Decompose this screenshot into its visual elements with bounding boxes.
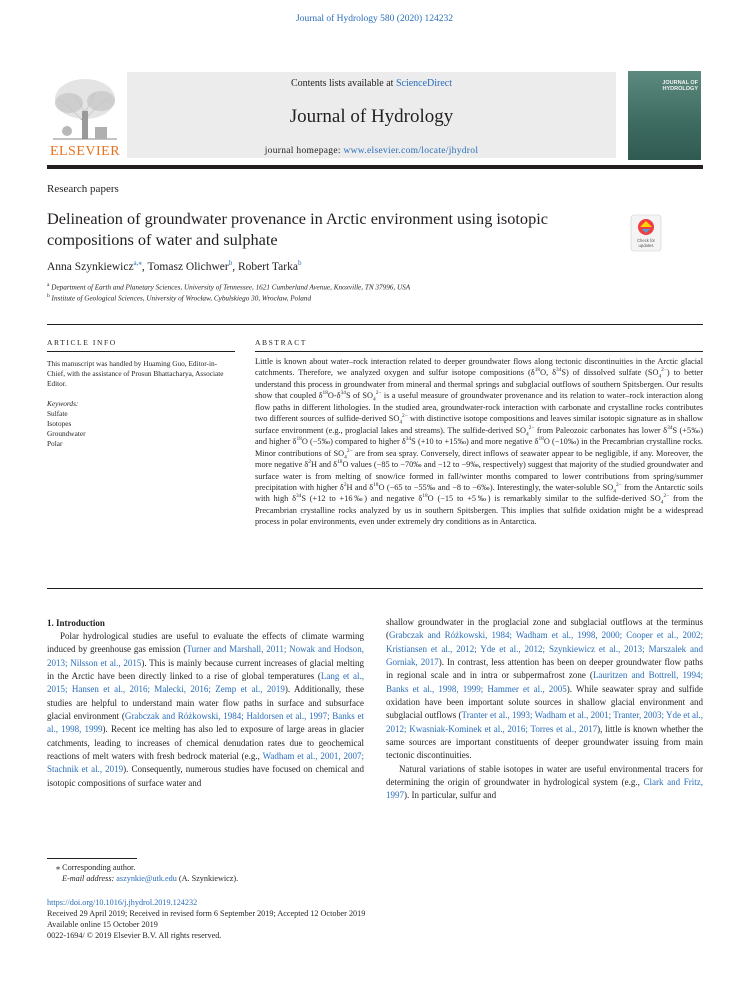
author-affil-mark[interactable]: b <box>228 259 233 267</box>
available-online-date: Available online 15 October 2019 <box>47 920 158 929</box>
elsevier-wordmark: ELSEVIER <box>49 144 121 159</box>
homepage-link[interactable]: www.elsevier.com/locate/jhydrol <box>343 146 479 156</box>
article-info-heading: ARTICLE INFO <box>47 338 117 347</box>
affiliation <box>47 293 311 302</box>
footnote-divider <box>47 858 137 859</box>
author-affil-mark[interactable]: b <box>297 259 302 267</box>
citation-link[interactable]: Grabczak and Różkowski, 1984; Haldorsen et al., 1997; Banks et al., 1998, 1999 <box>47 711 364 735</box>
keyword: Groundwater <box>47 429 86 438</box>
journal-cover-thumbnail[interactable] <box>628 71 701 160</box>
keyword: Sulfate <box>47 409 68 418</box>
email-note: E-mail address: aszynkie@utk.edu (A. Szynkiewicz). <box>62 874 239 883</box>
keywords-label: Keywords: <box>47 399 79 408</box>
section-heading-introduction: 1. Introduction <box>47 618 105 628</box>
divider <box>255 351 703 352</box>
copyright-line: 0022-1694/ © 2019 Elsevier B.V. All rights reserved. <box>47 931 222 940</box>
cover-title: JOURNAL OF HYDROLOGY <box>662 80 698 92</box>
crossmark-check-for-updates-icon[interactable] <box>626 213 666 253</box>
citation-link[interactable]: Tranter et al., 1993; Wadham et al., 2001; Tranter, 2003; Yde et al., 2012; Kwasniak-Kominek et al., 2016; Torres et al., 2017 <box>386 710 703 734</box>
author-list: Anna Szynkiewicz$^{a,⁎}$, Tomasz Olichwer$^b$, Robert Tarka$^b$ <box>47 259 302 273</box>
svg-text:Check for: Check for <box>637 238 655 243</box>
paragraph: Natural variations of stable isotopes in water are useful environmental tracers for determining the origin of groundwater in hydrological system (e.g., Clark and Fritz, 1997). In particular, sulfur and <box>386 763 703 801</box>
author-affil-mark[interactable]: a,⁎ <box>133 259 142 267</box>
affiliation-mark: a <box>47 282 50 288</box>
journal-homepage-line <box>127 146 616 156</box>
homepage-prefix: journal homepage: <box>264 146 344 156</box>
paragraph: shallow groundwater in the proglacial zone and subglacial outflows at the terminus (Grabczak and Różkowski, 1984; Wadham et al., 1998, 2000; Cooper et al., 2002; Kristiansen et al., 2012; Yde et al., 2012; Szynkiewicz et al., 2013; Marszalek and Gorniak, 2017). In contrast, less attention has been on deeper groundwater flow paths in regional scale and in intra or subpermafrost zone (Lauritzen and Bottrell, 1994; Banks et al., 1998, 1999; Hammer et al., 2005). While seawater spray and sulfide oxidation have been important solute sources in shallow glacial environment and subglacial outflows (Tranter et al., 1993; Wadham et al., 2001; Tranter, 2003; Yde et al., 2012; Kwasniak-Kominek et al., 2016; Torres et al., 2017), little is known whether the same sources are important constituents of deeper groundwater issuing from main tectonic discontinuities. <box>386 617 704 761</box>
citation-link[interactable]: Grabczak and Różkowski, 1984; Wadham et al., 1998, 2000; Cooper et al., 2002; Kristiansen et al., 2012; Yde et al., 2012; Szynkiewicz et al., 2013; Marszalek and Gorniak, 2017 <box>386 630 703 668</box>
author-name[interactable]: Robert Tarka <box>237 260 298 273</box>
affiliation-text: Institute of Geological Sciences, University of Wrocław, Cybulskiego 30, Wrocław, Poland <box>51 294 312 303</box>
journal-citation-link[interactable]: Journal of Hydrology 580 (2020) 124232 <box>296 14 453 24</box>
article-section-type: Research papers <box>47 183 119 195</box>
citation-link[interactable]: Lang et al., 2015; Hansen et al., 2016; Malecki, 2016; Zemp et al., 2019 <box>47 671 365 695</box>
intro-right-column <box>386 616 703 803</box>
svg-text:updates: updates <box>638 243 654 248</box>
sciencedirect-link[interactable]: ScienceDirect <box>395 78 453 89</box>
affiliation-mark: b <box>47 293 50 299</box>
affiliation <box>47 282 410 291</box>
contents-available-line <box>127 78 616 89</box>
handling-editor-note: This manuscript was handled by Huaming Guo, Editor-in-Chief, with the assistance of Prosun Bhattacharya, Associate Editor. <box>47 359 224 388</box>
paper-title: Delineation of groundwater provenance in Arctic environment using isotopic compositions of water and sulphate <box>47 209 548 249</box>
abstract-body: Little is known about water–rock interaction related to deeper groundwater flows along tectonic discontinuities in the Arctic glacial catchments. Therefore, we analyzed oxygen and sulfur isotope compositions ($\delta^{18}O$, $\delta^{34}S$) of dissolved sulfate $(SO_4^{2-})$ to better understand this process in groundwater from mineral and thermal springs and subglacial outflows of southern Spitsbergen. Our results show that coupled $\delta^{18}O-\delta^{34}S$ of $SO_4^{2-}$ is a useful measure of groundwater provenance and its relation to water–rock interaction along flow paths in different lithologies. In the studied area, groundwater-rock interaction with carbonate and crystalline rocks contributes two different sources of sulfide-derived $SO_4^{2-}$ with distinctive isotope compositions and leaves similar isotopic signature as in shallow surface environment (e.g., proglacial lakes and streams). The sulfide-derived $SO_4^{2-}$ from Paleozoic carbonates has lower $\delta^{34}S$ (+5‰) and higher $\delta^{18}O$ (−5‰) compared to higher $\delta^{34}S$ (+10 to +15‰) and more negative $\delta^{18}O$ (−10‰) in the Precambrian crystalline rocks. Minor contributions of $SO_4^{2-}$ are from sea spray. Conversely, direct inflows of seawater appear to be negligible, if any. Moreover, the more negative $\delta^2H$ and $\delta^{18}O$ values (−85 to −70‰ and −12 to −9‰, respectively) suggest that majority of the studied groundwater and surface water is from melting of snow/ice formed in fall/winter months compared to lower contributions from spring/summer precipitation with higher $\delta^2H$ and $\delta^{18}O$ (−65 to −55‰ and −8 to −6‰). Interestingly, the water-soluble $SO_4^{2-}$ from the Antarctic soils with high $\delta^{34}S$ (+12 to +16‰) and negative $\delta^{18}O$ (−15 to +5‰) is remarkably similar to the sulfide-derived $SO_4^{2-}$ from the Precambrian crystalline rocks analyzed by us in southern Spitsbergen. This implies that sulfide oxidation might be a widespread process in polar environments, even under extremely dry conditions as in Antarctica. <box>255 357 704 527</box>
citation-link[interactable]: Turner and Marshall, 2011; Nowak and Hodson, 2013; Nilsson et al., 2015 <box>47 644 364 668</box>
email-link[interactable]: aszynkie@utk.edu <box>116 874 177 883</box>
citation-link[interactable]: Wadham et al., 2001, 2007; Stachnik et al., 2019 <box>47 751 364 775</box>
affiliation-text: Department of Earth and Planetary Sciences, University of Tennessee, 1621 Cumberland Avenue, Knoxville, TN 37996, USA <box>51 283 411 292</box>
divider <box>47 351 235 352</box>
author-name[interactable]: Tomasz Olichwer <box>147 260 229 273</box>
contents-prefix: Contents lists available at <box>290 78 396 89</box>
citation-link[interactable]: Clark and Fritz, 1997 <box>386 777 703 801</box>
received-dates: Received 29 April 2019; Received in revised form 6 September 2019; Accepted 12 October 2019 <box>47 909 366 918</box>
paragraph: Polar hydrological studies are useful to evaluate the effects of climate warming induced by greenhouse gas emission (Turner and Marshall, 2011; Nowak and Hodson, 2013; Nilsson et al., 2015). This is mainly because current increases of glacial melting in the Arctic have been directly linked to a rise of global temperatures (Lang et al., 2015; Hansen et al., 2016; Malecki, 2016; Zemp et al., 2019). Additionally, these studies are helpful to understand main water flow paths in surface and subsurface glacial environment (Grabczak and Różkowski, 1984; Haldorsen et al., 1997; Banks et al., 1998, 1999). Recent ice melting has also led to exposure of large areas in glacier catchments, leading to increases of chemical denudation rates due to geochemical reactions of melt waters with fresh bedrock material (e.g., Wadham et al., 2001, 2007; Stachnik et al., 2019). Consequently, numerous studies have focused on chemical and isotopic compositions of surface water and <box>47 631 365 788</box>
corresponding-author-note: ⁎ Corresponding author. <box>56 863 136 872</box>
intro-left-column <box>47 630 364 790</box>
divider <box>47 588 703 589</box>
citation-link[interactable]: Lauritzen and Bottrell, 1994; Banks et al., 1998, 1999; Hammer et al., 2005 <box>386 670 703 694</box>
doi-link[interactable]: https://doi.org/10.1016/j.jhydrol.2019.124232 <box>47 898 198 907</box>
header-rule <box>47 165 703 169</box>
divider <box>47 324 703 325</box>
journal-title: Journal of Hydrology <box>289 106 454 127</box>
abstract-heading: ABSTRACT <box>255 338 307 347</box>
author-name[interactable]: Anna Szynkiewicz <box>47 260 134 273</box>
keyword: Isotopes <box>47 419 72 428</box>
keyword: Polar <box>47 439 63 448</box>
